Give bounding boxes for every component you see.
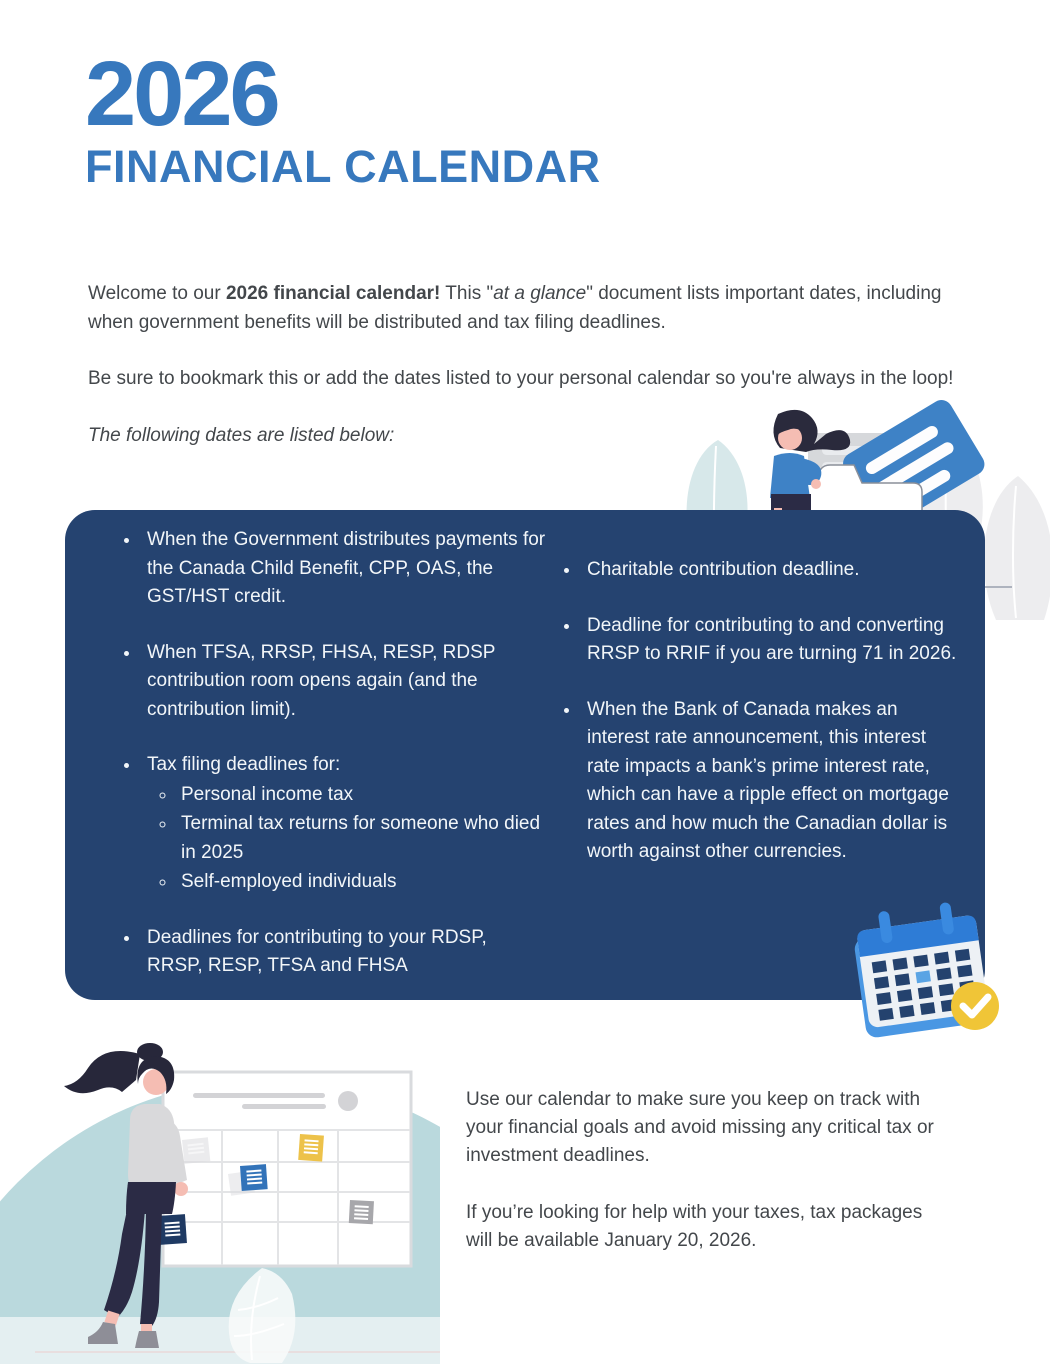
outro-paragraph-1: Use our calendar to make sure you keep on track with your financial goals and avoid missing any critical tax or investment deadlines. (466, 1089, 934, 1166)
page-title (85, 43, 601, 192)
intro-p1-italic: at a glance (493, 283, 587, 304)
note-faint (182, 1137, 210, 1164)
intro-p1-suffix: " document lists important dates, including when government benefits will be distributed and tax filing deadlines. (88, 283, 942, 333)
sub-list-item: ◦ Self-employed individuals (177, 868, 547, 897)
list-item: • When the Government distributes payments for the Canada Child Benefit, CPP, OAS, the GST/HST credit. (141, 526, 547, 612)
outro-section (466, 1086, 938, 1255)
note-gray (349, 1200, 374, 1224)
note-blue (240, 1164, 268, 1191)
woman-walking-calendar-illustration (0, 1040, 440, 1364)
list-item: • Deadline for contributing to and converting RRSP to RRIF if you are turning 71 in 2026. (581, 612, 957, 669)
intro-paragraph-2: Be sure to bookmark this or add the dates listed to your personal calendar so you're always in the loop! (88, 368, 954, 389)
calendar-check-icon (848, 894, 1003, 1042)
note-yellow (298, 1134, 324, 1162)
list-item (141, 751, 547, 897)
note-navy (158, 1214, 187, 1245)
title-subtitle: FINANCIAL CALENDAR (85, 141, 601, 192)
intro-p1-mid: This " (440, 283, 494, 304)
intro-p1-bold: 2026 financial calendar! (225, 283, 441, 304)
outro-paragraph-2: If you’re looking for help with your taxes, tax packages will be available January 20, 2026. (466, 1202, 923, 1251)
highlights-box (65, 510, 985, 1000)
list-item: • Charitable contribution deadline. (581, 556, 957, 585)
sub-list-item: ◦ Personal income tax (177, 781, 547, 810)
title-year: 2026 (85, 43, 278, 145)
intro-p1-prefix: Welcome to our (88, 283, 226, 304)
intro-paragraph-3: The following dates are listed below: (88, 424, 395, 446)
list-item: • Deadlines for contributing to your RDSP, RRSP, RESP, TFSA and FHSA (141, 924, 547, 981)
highlights-left-column (117, 526, 547, 981)
check-badge (951, 982, 999, 1030)
sub-list-item: ◦ Terminal tax returns for someone who died in 2025 (177, 810, 547, 867)
list-item: • When the Bank of Canada makes an interest rate announcement, this interest rate impacts a bank’s prime interest rate, which can have a ripple effect on mortgage rates and how much the Canadian dollar is worth against other currencies. (581, 696, 957, 867)
list-item-label: Tax filing deadlines for: (147, 754, 341, 775)
list-item: • When TFSA, RRSP, FHSA, RESP, RDSP contribution room opens again (and the contribution limit). (141, 639, 547, 725)
intro-paragraph-1 (88, 280, 980, 337)
calendar-board (158, 1072, 411, 1266)
